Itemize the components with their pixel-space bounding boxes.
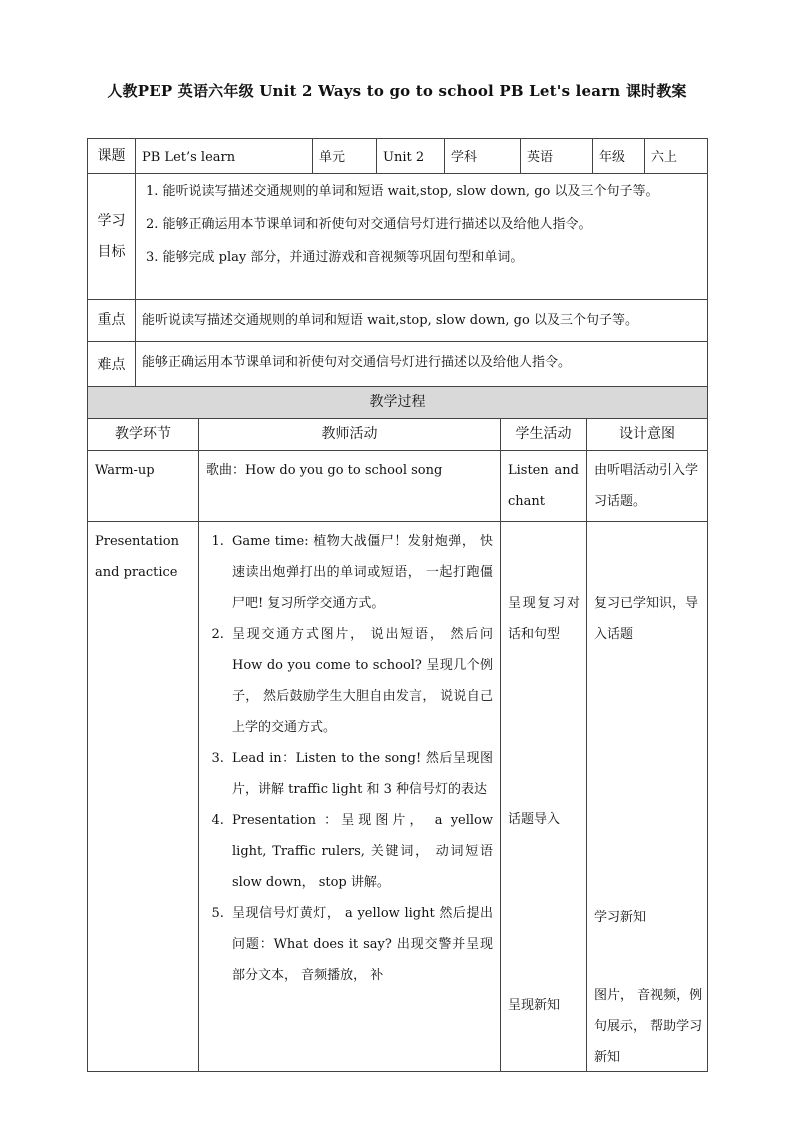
- header-stage: 教学环节: [88, 419, 199, 451]
- difficulty-label: 难点: [88, 342, 136, 389]
- presentation-intent: [587, 522, 708, 1072]
- document-title: 人教PEP 英语六年级 Unit 2 Ways to go to school PB Let's learn 课时教案: [107, 82, 687, 100]
- difficulty-value: 能够正确运用本节课单词和祈使句对交通信号灯进行描述以及给他人指令。: [136, 342, 708, 389]
- header-design-intent: 设计意图: [587, 419, 708, 451]
- grade-label: 年级: [593, 139, 645, 174]
- key-points-label: 重点: [88, 300, 136, 342]
- teacher-step: 4. Presentation ：呈现图片， a yellow light, Traffic rulers, 关键词， 动词短语 slow down， stop 讲解。: [228, 805, 493, 898]
- presentation-student: [501, 522, 587, 1072]
- student-topic: 话题导入: [508, 812, 561, 827]
- student-review: 呈现复习对话和句型: [508, 596, 580, 642]
- presentation-teacher: [199, 522, 501, 1072]
- warmup-intent: 由听唱活动引入学习话题。: [587, 451, 708, 522]
- teacher-steps-list: [206, 526, 493, 991]
- teacher-step: 3. Lead in：Listen to the song! 然后呈现图片，讲解 traffic light 和 3 种信号灯的表达: [228, 743, 493, 805]
- subject-label: 学科: [445, 139, 521, 174]
- subject-value: 英语: [521, 139, 593, 174]
- intent-learn: 学习新知: [594, 910, 647, 925]
- student-new: 呈现新知: [508, 998, 561, 1013]
- warmup-student: Listen and chant: [501, 451, 587, 522]
- topic-label: 课题: [88, 139, 136, 174]
- teacher-step: 2. 呈现交通方式图片， 说出短语， 然后问 How do you come to school? 呈现几个例子， 然后鼓励学生大胆自由发言， 说说自己上学的交通方式。: [228, 619, 493, 743]
- teacher-step: 1. Game time: 植物大战僵尸！发射炮弹， 快速读出炮弹打出的单词或短语， 一起打跑僵尸吧! 复习所学交通方式。: [228, 526, 493, 619]
- teacher-step: 5. 呈现信号灯黄灯， a yellow light 然后提出问题：What does it say? 出现交警并呈现部分文本， 音频播放， 补: [228, 898, 493, 991]
- intent-review: 复习已学知识，导入话题: [594, 596, 699, 642]
- intent-media: 图片， 音视频，例句展示， 帮助学习新知: [594, 988, 703, 1065]
- process-section-title: 教学过程: [88, 387, 708, 419]
- key-points-value: 能听说读写描述交通规则的单词和短语 wait,stop, slow down, go 以及三个句子等。: [136, 300, 708, 342]
- unit-label: 单元: [313, 139, 377, 174]
- lesson-info-table: [87, 138, 708, 389]
- teaching-process-table: [87, 386, 708, 1072]
- unit-value: Unit 2: [377, 139, 445, 174]
- header-student-activity: 学生活动: [501, 419, 587, 451]
- objective-item: 3. 能够完成 play 部分，并通过游戏和音视频等巩固句型和单词。: [146, 250, 524, 265]
- presentation-stage: Presentation and practice: [88, 522, 199, 1072]
- grade-value: 六上: [645, 139, 708, 174]
- objective-item: 2. 能够正确运用本节课单词和祈使句对交通信号灯进行描述以及给他人指令。: [146, 217, 592, 232]
- topic-value: PB Let’s learn: [136, 139, 313, 174]
- header-teacher-activity: 教师活动: [199, 419, 501, 451]
- objective-item: 1. 能听说读写描述交通规则的单词和短语 wait,stop, slow down, go 以及三个句子等。: [146, 184, 659, 199]
- warmup-stage: Warm-up: [88, 451, 199, 522]
- objectives-list: [136, 174, 708, 300]
- objectives-label: 学习目标: [88, 174, 136, 300]
- warmup-teacher: 歌曲：How do you go to school song: [199, 451, 501, 522]
